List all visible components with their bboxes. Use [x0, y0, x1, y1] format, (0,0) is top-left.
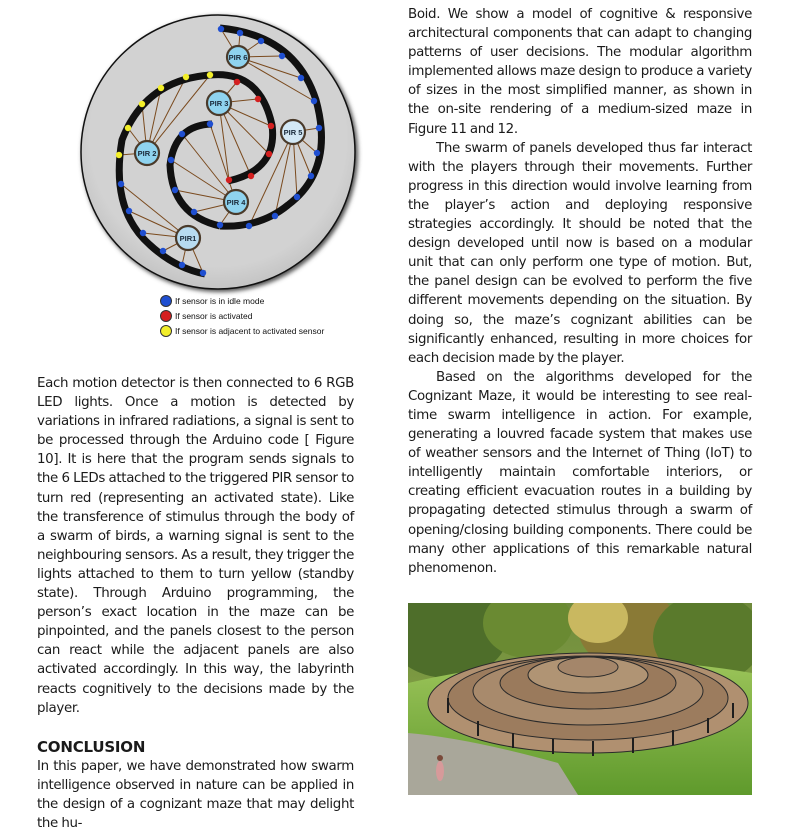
svg-text:PIR 3: PIR 3 — [209, 99, 229, 108]
section-heading: CONCLUSION — [37, 737, 146, 756]
pir-sensor-pir6 — [227, 46, 249, 68]
pir-sensor-pir4 — [224, 190, 248, 214]
pir-sensor-pir2 — [135, 141, 159, 165]
maze-rendering-photo — [408, 603, 752, 795]
legend-item-idle: If sensor is in idle mode — [160, 295, 340, 307]
svg-text:PIR1: PIR1 — [179, 234, 197, 243]
body-paragraph: Based on the algorithms developed for the Cognizant Maze, it would be interesting to see real-time swarm intelligence in action. For example, generating a louvred facade system that makes use of weather sensors and the Internet of Thing (IoT) to intelligently maintain comfortable interiors, or creating efficient evacuation routes in a building by propagating detected stimulus through a swarm of opening/closing building components. There could be many other applications of this remarkable natural phenomenon. — [408, 369, 752, 576]
svg-text:PIR 2: PIR 2 — [137, 149, 157, 158]
body-paragraph: Each motion detector is then connected to 6 RGB LED lights. Once a motion is detected by variations in infrared radiations, a signal is sent to be processed through the Arduino code [ Figure 10]. It is here that the program sends signals to the 6 LEDs attached to the triggered PIR sensor to turn red (representing an activated state). Like the transference of stimulus through the body of a swarm of birds, a warning signal is sent to the neighbouring sensors. As a result, they trigger the lights attached to them to turn yellow (standby state). Through Arduino programming, the person’s exact location in the maze can be pinpointed, and the panels closest to the person can react while the adjacent panels are also activated accordingly. In this way, the labyrinth reacts cognitively to the decisions made by the player. — [37, 376, 354, 716]
red-dot-icon — [160, 310, 172, 322]
legend-item-adjacent: If sensor is adjacent to activated sensor — [160, 325, 340, 337]
pir-sensor-pir3 — [207, 91, 231, 115]
photo-illustration — [408, 603, 752, 795]
pir-sensor-pir5 — [281, 120, 305, 144]
body-paragraph: Boid. We show a model of cognitive & responsive architectural components that can adapt to changing patterns of user decisions. The modular algorithm implemented allows maze design to produce a variety of sizes in the most simplified manner, as shown in the on-site rendering of a medium-sized maze in Figure 11 and 12. — [408, 7, 752, 137]
pir-sensor-pir1 — [176, 226, 200, 250]
body-paragraph: The swarm of panels developed thus far interact with the players through their movements. Further progress in this direction would involve learning from the player’s action and deploying responsive strategies accordingly. It should be noted that the design developed until now is based on a modular unit that can only perform one type of motion. But, the panel design can be evolved to perform the five different movements depending on the situation. By doing so, the maze’s cognizant abilities can be significantly enhanced, resulting in more choices for each decision made by the player. — [408, 140, 752, 366]
blue-dot-icon — [160, 295, 172, 307]
yellow-dot-icon — [160, 325, 172, 337]
maze-sensor-diagram — [60, 0, 380, 300]
svg-text:PIR 6: PIR 6 — [228, 53, 248, 62]
legend-item-activated: If sensor is activated — [160, 310, 340, 322]
body-paragraph: In this paper, we have demonstrated how swarm intelligence observed in nature can be applied in the design of a cognizant maze that may delight the hu- — [37, 758, 354, 832]
right-column — [408, 5, 752, 578]
figure-legend — [160, 295, 340, 340]
diagram-svg — [60, 0, 380, 300]
svg-text:PIR 4: PIR 4 — [226, 198, 246, 207]
left-column — [37, 374, 354, 833]
svg-text:PIR 5: PIR 5 — [283, 128, 303, 137]
